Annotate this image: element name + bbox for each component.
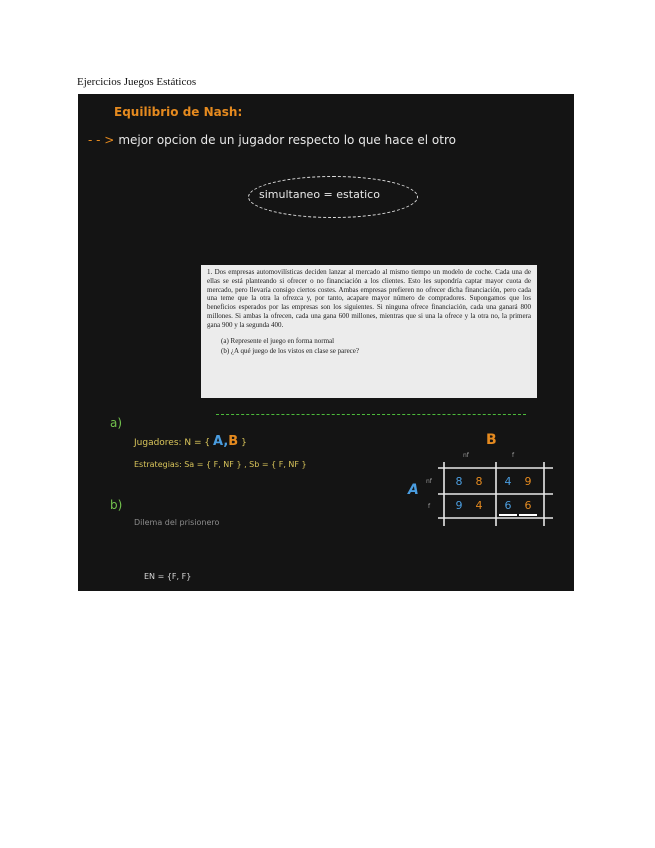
player-separator: , [223, 434, 229, 449]
section-b-label: b) [110, 498, 123, 512]
matrix-row-f: f [428, 503, 431, 510]
underline-mark [519, 514, 537, 516]
payoff-r1-c2-a: 4 [504, 475, 512, 488]
dilemma-text: Dilema del prisionero [134, 518, 220, 527]
matrix-player-a: A [408, 482, 419, 498]
section-a-label: a) [110, 416, 123, 430]
payoff-r2-c2-a: 6 [504, 499, 512, 512]
ellipse-text: simultaneo = estatico [259, 188, 380, 201]
player-b: B [228, 434, 239, 449]
board-title: Equilibrio de Nash: [114, 105, 243, 119]
players-suffix: } [241, 438, 247, 448]
question-b: (b) ¿A qué juego de los vistos en clase se parece? [221, 347, 360, 356]
matrix-col-nf: nf [463, 452, 469, 459]
question-a: (a) Represente el juego en forma normal [221, 336, 335, 345]
payoff-r1-c2-b: 9 [524, 475, 532, 488]
player-a: A [213, 434, 224, 449]
board-subtitle-text: mejor opcion de un jugador respecto lo que hace el otro [118, 133, 456, 147]
underline-mark [499, 514, 517, 516]
payoff-r1-c1-b: 8 [475, 475, 483, 488]
matrix-row-nf: nf [426, 478, 432, 485]
strategies-line: Estrategias: Sa = { F, NF } , Sb = { F, NF } [134, 460, 307, 469]
dashed-arrow-icon: - - > [88, 133, 115, 147]
page-title: Ejercicios Juegos Estáticos [77, 76, 197, 88]
payoff-r2-c1-b: 4 [475, 499, 483, 512]
board-image [78, 94, 574, 591]
payoff-r2-c1-a: 9 [455, 499, 463, 512]
payoff-matrix-grid [78, 94, 574, 591]
matrix-player-b: B [486, 432, 497, 448]
payoff-r1-c1-a: 8 [455, 475, 463, 488]
matrix-col-f: f [512, 452, 515, 459]
players-prefix: Jugadores: N = { [134, 438, 211, 448]
problem-paragraph: 1. Dos empresas automovilísticas deciden lanzar al mercado al mismo tiempo un modelo de coche. Cada una de ellas se está planteando si ofrecer o no financiación a los clientes. Esto les supondría captar mayor cuota de mercado, pero llevaría consigo ciertos costes. Ambas empresas prefieren no ofrecer dicha financiación, pero cada una teme que la otra la ofrezca y, por tanto, acapare mayor número de compradores. Supongamos que los beneficios esperados por las empresas son los siguientes. Si ninguna ofrece financiación, cada una ganará 800 millones. Si ambas la ofrecen, cada una gana 600 millones, mientras que si una la ofrece y la otra no, la primera gana 900 y la segunda 400. [207, 268, 531, 329]
nash-equilibrium-text: EN = {F, F} [144, 572, 192, 581]
payoff-r2-c2-b: 6 [524, 499, 532, 512]
